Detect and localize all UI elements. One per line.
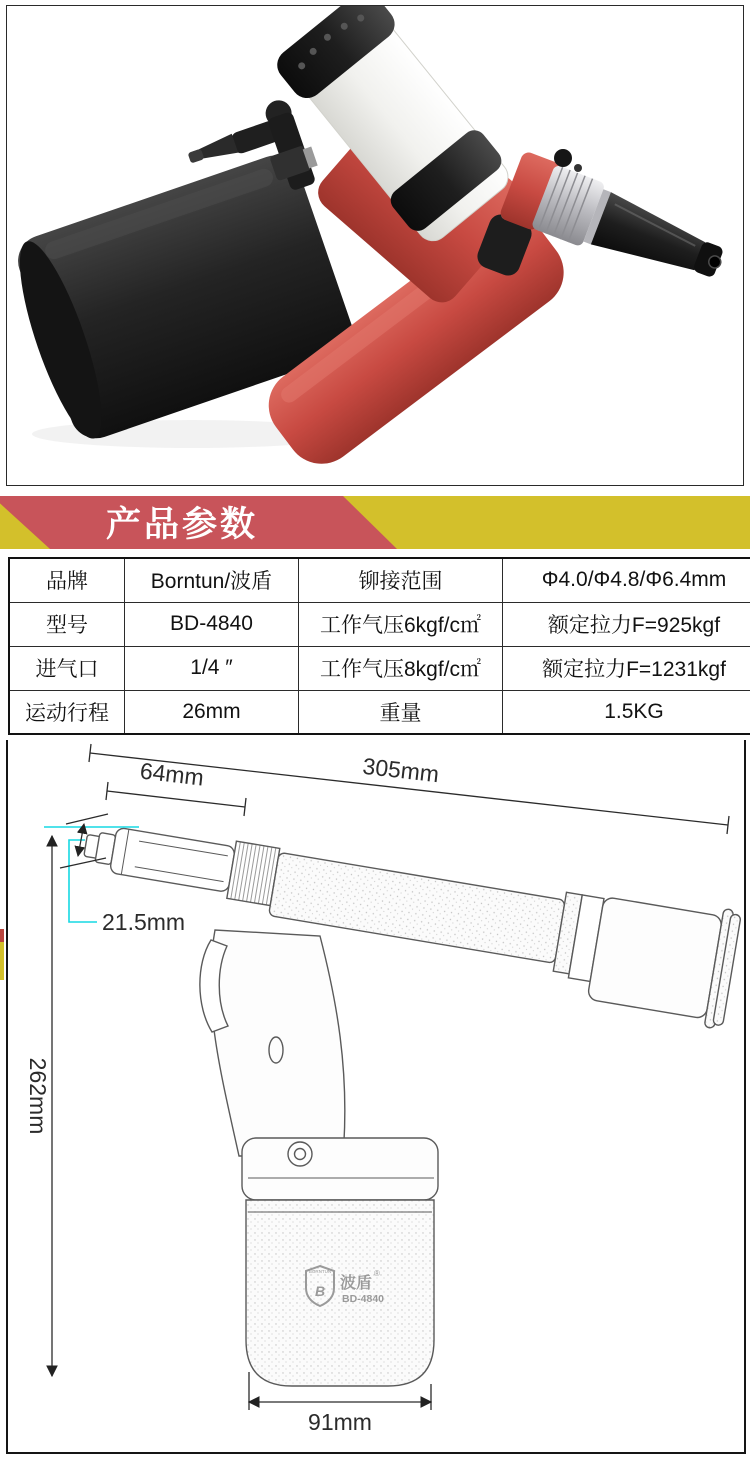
logo-arc-text: BORNTUN (308, 1269, 332, 1274)
spec-value: 1/4 ″ (125, 646, 299, 690)
spec-value: BD-4840 (125, 602, 299, 646)
dim-64-label: 64mm (138, 757, 206, 791)
section-title: 产品参数 (106, 504, 259, 544)
dim-91-label: 91mm (308, 1409, 372, 1435)
spec-value: Borntun/波盾 (125, 558, 299, 602)
logo-registered-mark: ® (374, 1269, 380, 1278)
drawing-base (242, 1138, 438, 1386)
table-row (9, 602, 750, 646)
spec-table (8, 557, 750, 735)
drawing-chuck (109, 827, 235, 892)
logo-b-mark: B (314, 1283, 326, 1299)
section-banner (0, 496, 750, 549)
logo-brand-text: 波盾 (340, 1275, 373, 1292)
table-row (9, 690, 750, 734)
spec-label: 铆接范围 (299, 558, 503, 602)
product-photo-panel (6, 5, 744, 486)
spec-label: 进气口 (9, 646, 125, 690)
dim-305-label: 305mm (361, 752, 441, 788)
logo-model-text: BD-4840 (342, 1293, 385, 1305)
spec-value: 额定拉力F=925kgf (503, 602, 750, 646)
dim-262-label: 262mm (25, 1057, 51, 1135)
spec-value: 额定拉力F=1231kgf (503, 646, 750, 690)
rivet-gun-photo-illustration (7, 6, 743, 485)
drawing-grip (200, 930, 345, 1156)
table-row (9, 646, 750, 690)
rivet-gun-dimension-drawing (8, 740, 744, 1450)
spec-label: 型号 (9, 602, 125, 646)
spec-value: 1.5KG (503, 690, 750, 734)
table-row (9, 558, 750, 602)
drawing-rear-cylinder (587, 897, 723, 1019)
photo-top-knob-dot (574, 164, 582, 172)
spec-value: Φ4.0/Φ4.8/Φ6.4mm (503, 558, 750, 602)
dim-21-5-label: 21.5mm (102, 909, 186, 935)
left-edge-red-sliver (0, 929, 4, 942)
spec-value: 26mm (125, 690, 299, 734)
dimension-drawing-panel (6, 740, 746, 1454)
left-edge-yellow-sliver (0, 942, 4, 980)
spec-label: 工作气压6kgf/c㎡ (299, 602, 503, 646)
spec-label: 工作气压8kgf/c㎡ (299, 646, 503, 690)
spec-label: 运动行程 (9, 690, 125, 734)
spec-label: 重量 (299, 690, 503, 734)
photo-top-knob (554, 149, 572, 167)
spec-label: 品牌 (9, 558, 125, 602)
